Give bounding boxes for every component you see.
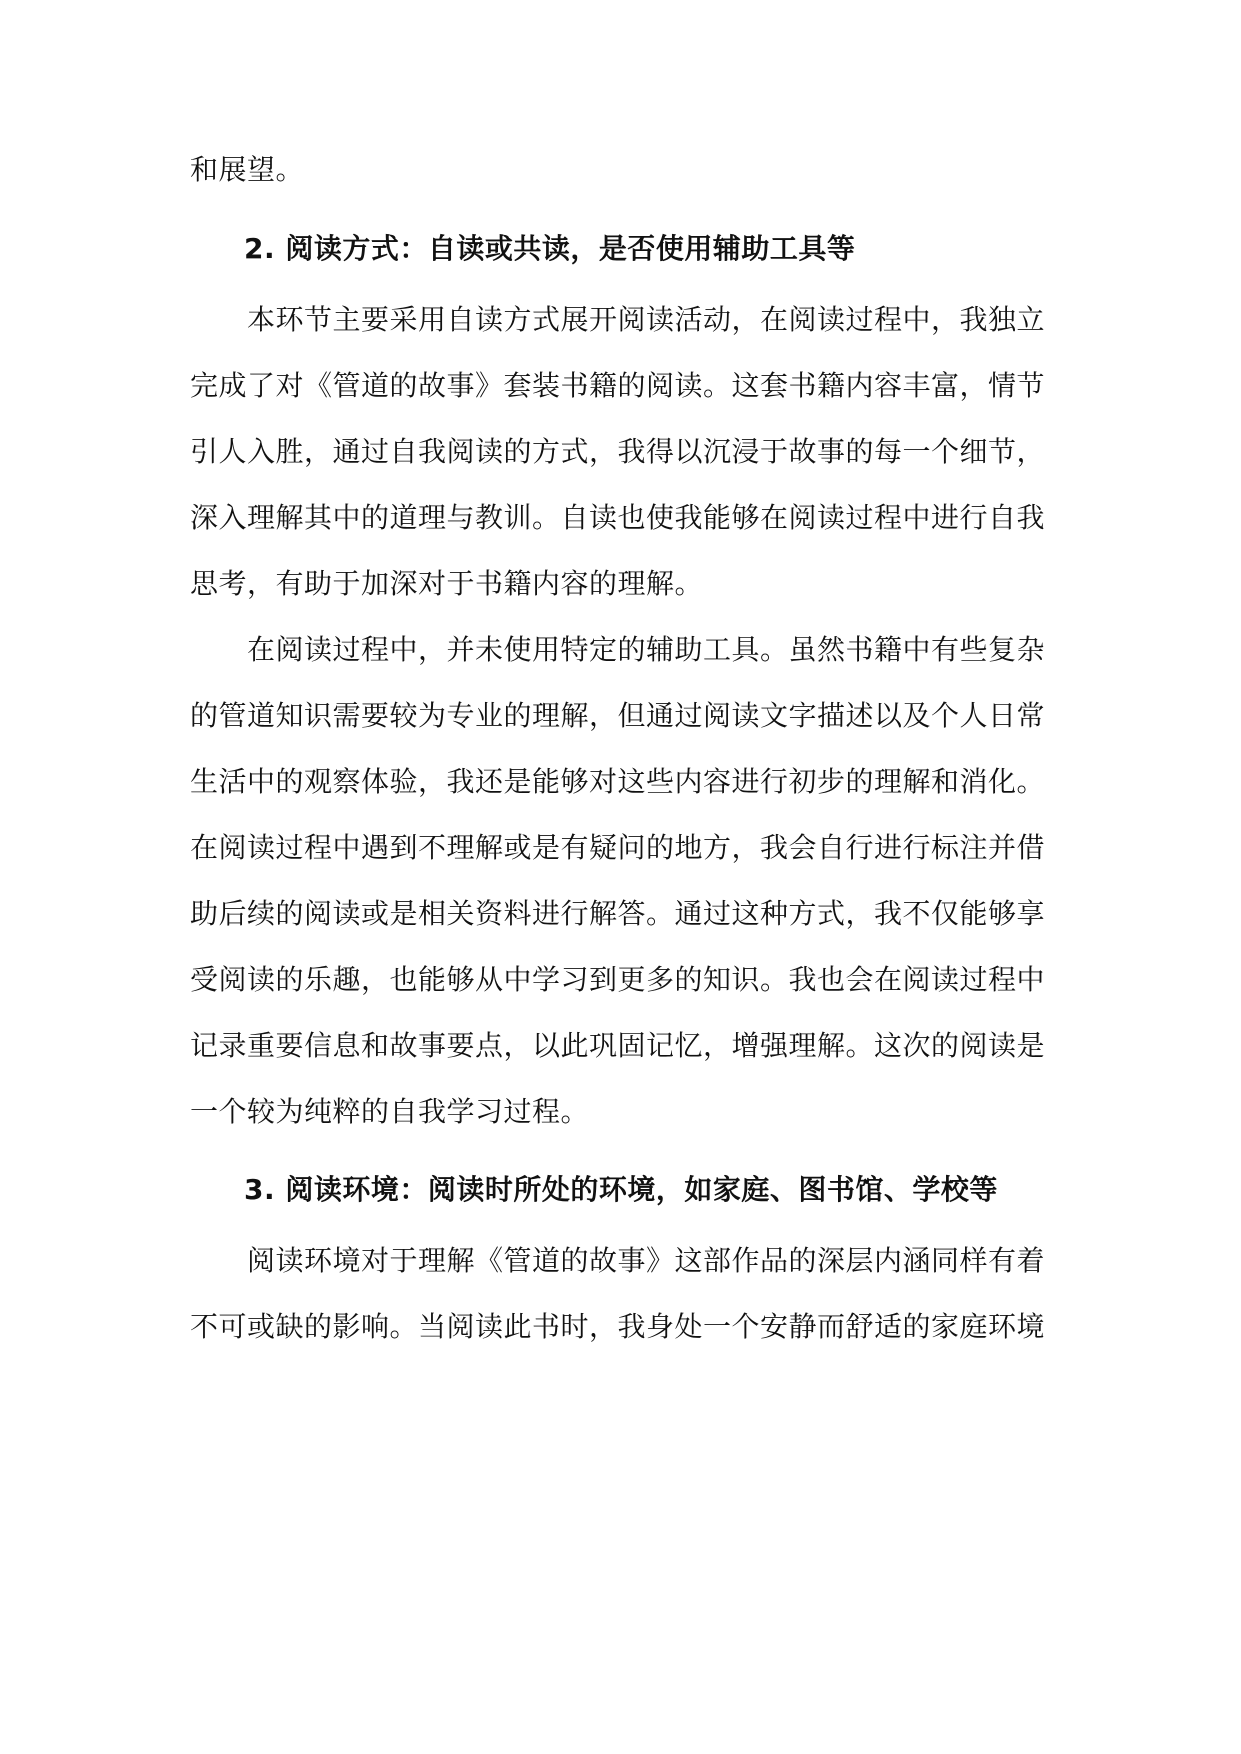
paragraph-line: 不可或缺的影响。当阅读此书时，我身处一个安静而舒适的家庭环境 (190, 1310, 1046, 1343)
paragraph-line: 阅读环境对于理解《管道的故事》这部作品的深层内涵同样有着 (247, 1244, 1046, 1277)
paragraph-line: 思考，有助于加深对于书籍内容的理解。 (190, 567, 704, 600)
paragraph-line: 一个较为纯粹的自我学习过程。 (190, 1095, 590, 1128)
section-heading-3: 3. 阅读环境：阅读时所处的环境，如家庭、图书馆、学校等 (244, 1173, 998, 1206)
paragraph-line: 的管道知识需要较为专业的理解，但通过阅读文字描述以及个人日常 (190, 699, 1046, 732)
paragraph-line: 受阅读的乐趣，也能够从中学习到更多的知识。我也会在阅读过程中 (190, 963, 1046, 996)
section-heading-2: 2. 阅读方式：自读或共读，是否使用辅助工具等 (244, 232, 856, 265)
paragraph-line: 本环节主要采用自读方式展开阅读活动，在阅读过程中，我独立 (247, 303, 1046, 336)
paragraph-line: 助后续的阅读或是相关资料进行解答。通过这种方式，我不仅能够享 (190, 897, 1046, 930)
paragraph-line: 在阅读过程中遇到不理解或是有疑问的地方，我会自行进行标注并借 (190, 831, 1046, 864)
paragraph-line: 深入理解其中的道理与教训。自读也使我能够在阅读过程中进行自我 (190, 501, 1046, 534)
paragraph-line: 引人入胜，通过自我阅读的方式，我得以沉浸于故事的每一个细节， (190, 435, 1046, 468)
paragraph-line: 记录重要信息和故事要点，以此巩固记忆，增强理解。这次的阅读是 (190, 1029, 1046, 1062)
paragraph-line: 生活中的观察体验，我还是能够对这些内容进行初步的理解和消化。 (190, 765, 1046, 798)
paragraph-line: 完成了对《管道的故事》套装书籍的阅读。这套书籍内容丰富，情节 (190, 369, 1046, 402)
paragraph-line: 和展望。 (190, 153, 305, 186)
paragraph-line: 在阅读过程中，并未使用特定的辅助工具。虽然书籍中有些复杂 (247, 633, 1046, 666)
